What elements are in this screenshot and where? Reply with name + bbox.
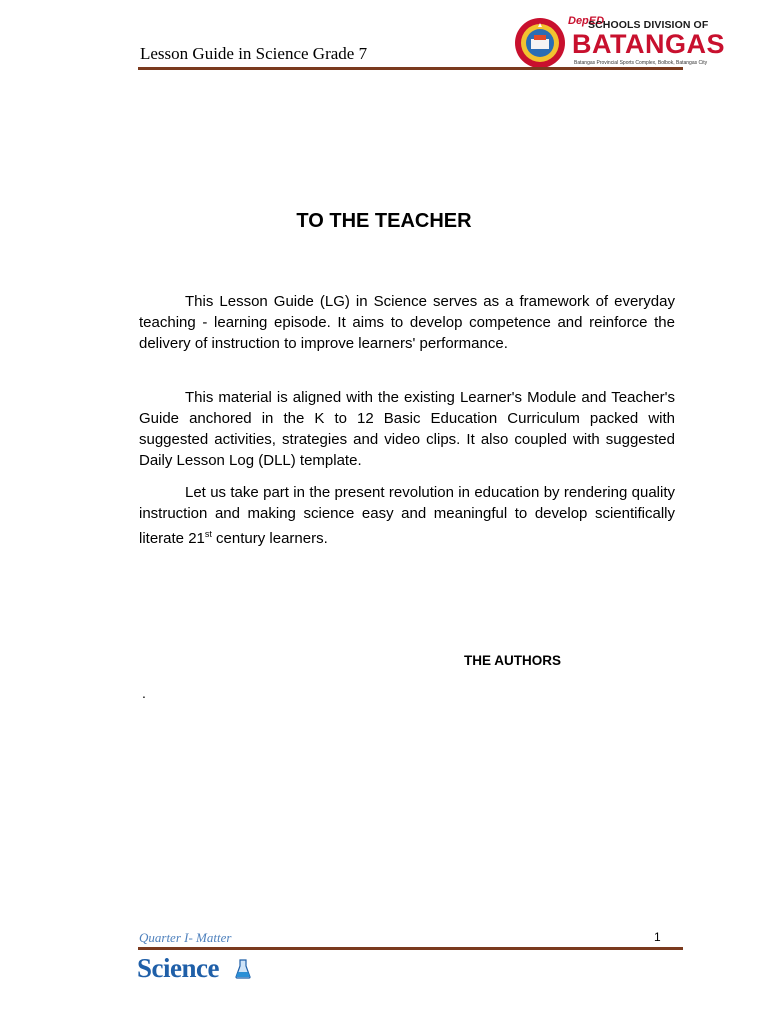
division-address: Batangas Provincial Sports Complex, Bolbok, Batangas City <box>574 60 708 66</box>
division-seal-icon <box>514 17 566 69</box>
ordinal-superscript: st <box>204 529 212 539</box>
science-logo <box>137 953 252 987</box>
header-rule <box>138 67 683 70</box>
paragraph-1: This Lesson Guide (LG) in Science serves as a framework of everyday teaching - learning episode. It aims to develop competence and reinforce the delivery of instruction to improve learners' performance. <box>139 293 675 352</box>
paragraph-3 <box>139 482 675 549</box>
stray-dot: . <box>142 685 146 701</box>
page-title: TO THE TEACHER <box>296 210 472 232</box>
footer-rule <box>138 947 683 950</box>
paragraph-2: This material is aligned with the existing Learner's Module and Teacher's Guide anchored in the K to 12 Basic Education Curriculum packed with suggested activities, strategies and video clips. It also coupled with suggested Daily Lesson Log (DLL) template. <box>139 389 675 469</box>
science-logo-text: Science <box>137 953 219 983</box>
paragraph-3-text: Let us take part in the present revolution in education by rendering quality instruction and making science easy and meaningful to develop scientifically literate 21 <box>139 484 675 547</box>
header-title: Lesson Guide in Science Grade 7 <box>140 44 368 63</box>
beaker-icon <box>235 959 251 979</box>
signoff: THE AUTHORS <box>464 653 561 668</box>
page-number: 1 <box>654 930 661 944</box>
division-brand: BATANGAS <box>572 29 725 59</box>
footer-quarter: Quarter I- Matter <box>139 930 232 945</box>
division-logo <box>514 15 725 70</box>
deped-logo-text: DepED <box>568 15 605 27</box>
paragraph-3-end: century learners. <box>211 530 328 547</box>
division-label: SCHOOLS DIVISION OF <box>588 19 709 31</box>
